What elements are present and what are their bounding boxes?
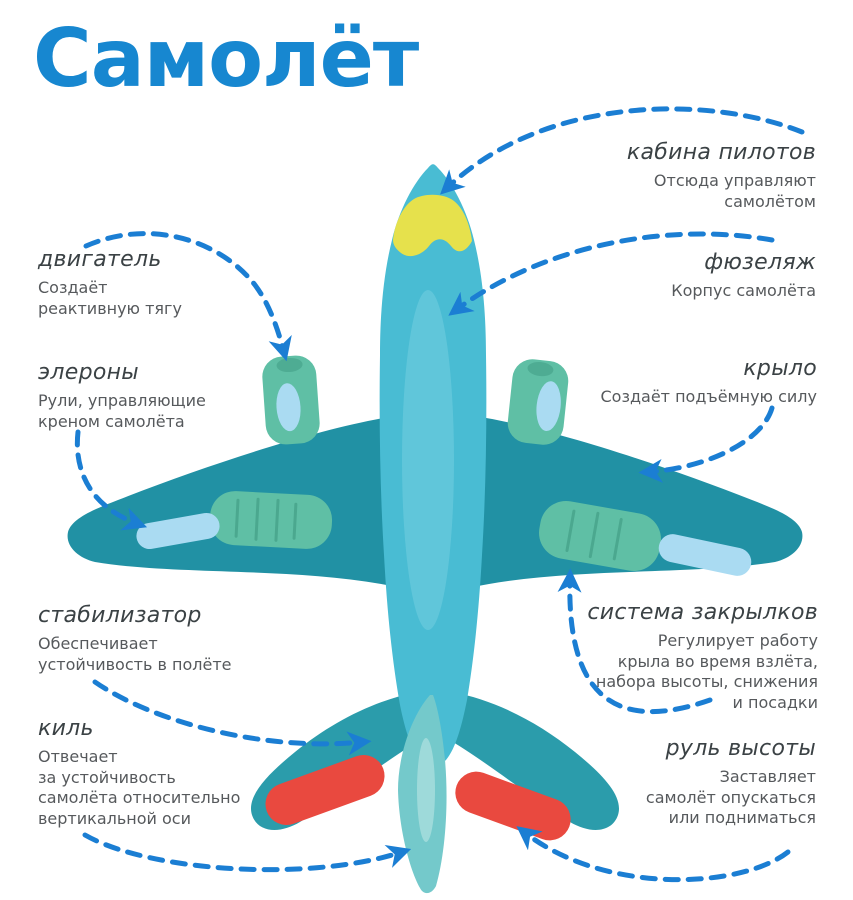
label-elevator-desc-line: или подниматься <box>668 808 816 827</box>
label-flaps-desc-line: и посадки <box>732 692 818 712</box>
label-fin-desc-line: Отвечает <box>38 747 118 766</box>
label-fin-desc-line: за устойчивость <box>38 767 176 787</box>
fuselage-highlight <box>402 290 454 630</box>
label-ailerons-desc-line: креном самолёта <box>38 411 185 431</box>
label-engine-desc-line: Создаёт <box>38 278 108 297</box>
label-wing-desc-line: Создаёт подъёмную силу <box>600 387 817 406</box>
label-fuselage-desc-line: Корпус самолёта <box>671 281 816 300</box>
label-engine-title: двигатель <box>38 247 162 272</box>
label-cabin <box>627 140 816 212</box>
right-engine-pod <box>506 357 570 446</box>
label-flaps-title: система закрылков <box>587 600 818 625</box>
label-fuselage <box>671 250 816 302</box>
label-flaps <box>587 600 818 713</box>
label-fin <box>38 716 240 829</box>
label-stabilizer-title: стабилизатор <box>38 603 202 628</box>
label-ailerons <box>38 360 206 432</box>
arrow-fin <box>85 835 402 870</box>
left-flap <box>209 490 334 550</box>
label-engine <box>38 247 182 319</box>
arrow-elevator <box>524 832 788 880</box>
left-engine-pod <box>261 354 321 446</box>
label-fuselage-title: фюзеляж <box>704 250 816 275</box>
label-stabilizer-desc-line: Обеспечивает <box>38 634 158 653</box>
label-fin-title: киль <box>38 716 94 741</box>
label-ailerons-title: элероны <box>38 360 139 385</box>
tail-fin-highlight <box>417 738 435 842</box>
label-cabin-desc-line: Отсюда управляют <box>653 171 816 190</box>
label-wing-title: крыло <box>743 356 817 381</box>
label-cabin-title: кабина пилотов <box>626 140 816 165</box>
label-fin-desc-line: вертикальной оси <box>38 808 191 828</box>
label-elevator-title: руль высоты <box>665 736 816 761</box>
label-elevator-desc-line: самолёт опускаться <box>645 787 816 807</box>
label-flaps-desc-line: крыла во время взлёта, <box>617 651 818 671</box>
arrow-wing <box>648 408 772 472</box>
label-engine-desc-line: реактивную тягу <box>38 298 182 318</box>
label-ailerons-desc-line: Рули, управляющие <box>38 391 206 410</box>
label-elevator <box>646 736 816 829</box>
label-wing <box>601 356 818 408</box>
label-flaps-desc-line: набора высоты, снижения <box>595 672 818 691</box>
label-elevator-desc-line: Заставляет <box>719 767 816 786</box>
page-title: Самолёт <box>33 12 419 105</box>
label-cabin-desc-line: самолётом <box>724 191 816 211</box>
label-flaps-desc-line: Регулирует работу <box>657 631 818 650</box>
label-stabilizer <box>38 603 231 675</box>
label-stabilizer-desc-line: устойчивость в полёте <box>38 654 232 674</box>
label-fin-desc-line: самолёта относительно <box>38 788 241 807</box>
